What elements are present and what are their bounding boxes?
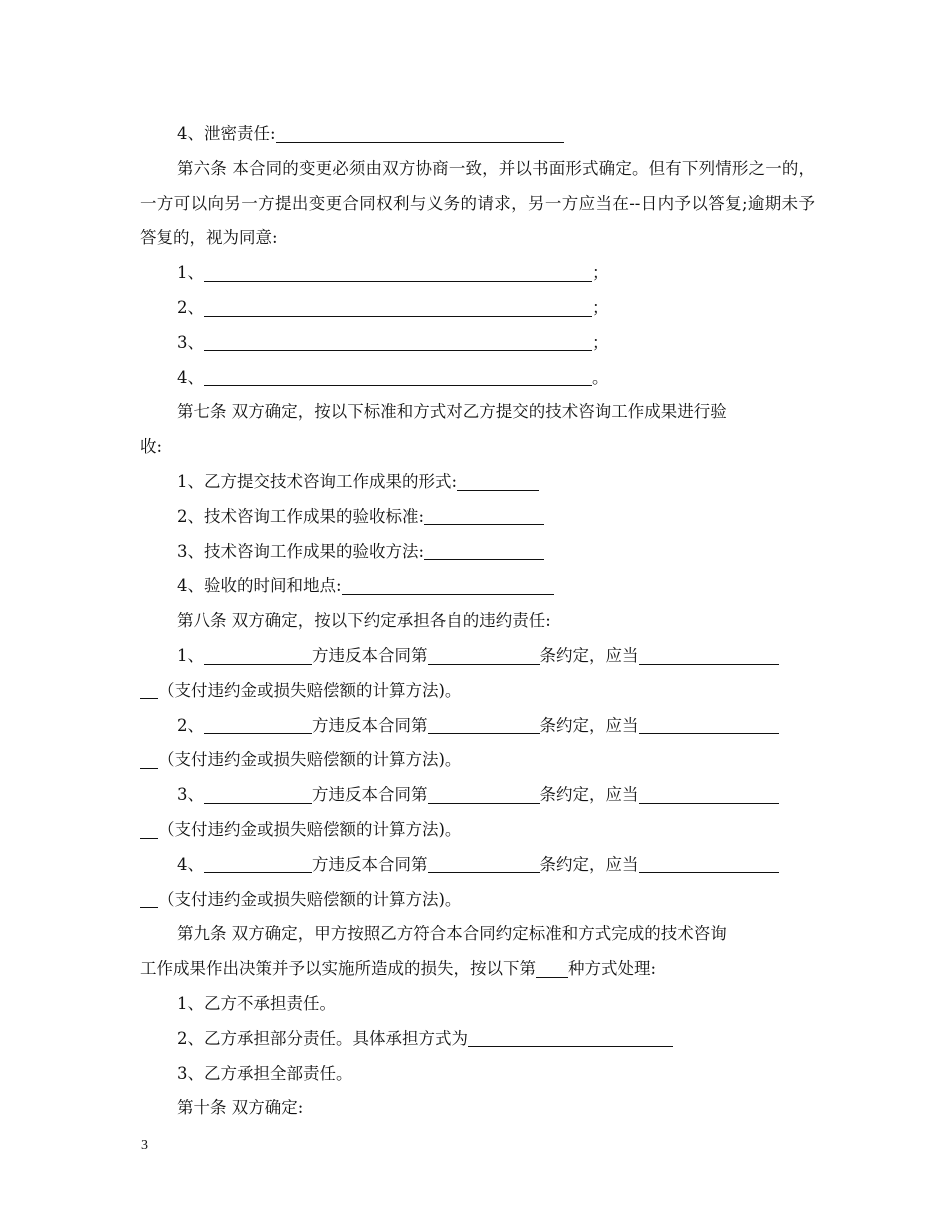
article-7-heading-cont: 收: <box>140 437 163 457</box>
article-7-item-3: 3、技术咨询工作成果的验收方法: <box>140 535 815 570</box>
blank-line <box>536 959 568 977</box>
blank-line <box>140 820 158 838</box>
blank-line <box>204 264 592 282</box>
article-8-item-2: 2、 方违反本合同第 条约定，应当 <box>140 709 815 744</box>
blank-line <box>468 1029 673 1047</box>
article-7-item-2: 2、技术咨询工作成果的验收标准: <box>140 500 815 535</box>
article-6-text: 第六条 本合同的变更必须由双方协商一致，并以书面形式确定。但有下列情形之一的，一方可以向另一方提出变更合同权利与义务的请求，另一方应当在--日内予以答复;逾期未予答复的，视为同意: <box>140 158 815 248</box>
article-8-item-1: 1、 方违反本合同第 条约定，应当 <box>140 639 815 674</box>
leak-liability-line: 4、泄密责任: <box>140 117 815 152</box>
blank-line <box>140 890 158 908</box>
blank-line <box>639 785 779 803</box>
blank-line <box>428 646 540 664</box>
article-9-item-1: 1、乙方不承担责任。 <box>177 993 336 1013</box>
page-number: 3 <box>141 1138 148 1153</box>
blank-line <box>342 577 554 595</box>
article-10-heading: 第十条 双方确定: <box>177 1098 304 1118</box>
blank-line <box>639 646 779 664</box>
blank-line <box>428 855 540 873</box>
article-7-item-1: 1、乙方提交技术咨询工作成果的形式: <box>140 465 815 500</box>
blank-line <box>204 855 312 873</box>
blank-line <box>457 472 539 490</box>
blank-line <box>204 368 592 386</box>
article-8-item-4: 4、 方违反本合同第 条约定，应当 <box>140 848 815 883</box>
blank-line <box>276 124 564 142</box>
blank-line <box>428 785 540 803</box>
article-7-heading: 第七条 双方确定，按以下标准和方式对乙方提交的技术咨询工作成果进行验 <box>177 402 727 422</box>
article-9-item-3: 3、乙方承担全部责任。 <box>177 1063 353 1083</box>
blank-line <box>204 646 312 664</box>
article-9-heading: 第九条 双方确定，甲方按照乙方符合本合同约定标准和方式完成的技术咨询 <box>177 924 727 944</box>
blank-line <box>639 716 779 734</box>
article-6-item-2: 2、 ； <box>177 297 609 317</box>
article-8-item-2-cont: （支付违约金或损失赔偿额的计算方法)。 <box>140 743 815 778</box>
article-9-heading-cont: 工作成果作出决策并予以实施所造成的损失，按以下第 种方式处理: <box>140 959 657 979</box>
blank-line <box>204 333 592 351</box>
article-6-item-4: 4、 。 <box>177 367 609 387</box>
article-8-item-1-cont: （支付违约金或损失赔偿额的计算方法)。 <box>140 674 815 709</box>
blank-line <box>424 507 544 525</box>
article-9-item-2: 2、乙方承担部分责任。具体承担方式为 <box>140 1022 815 1057</box>
blank-line <box>639 855 779 873</box>
article-6-item-1: 1、 ； <box>177 263 609 283</box>
blank-line <box>204 785 312 803</box>
blank-line <box>428 716 540 734</box>
blank-line <box>424 542 544 560</box>
article-8-item-3-cont: （支付违约金或损失赔偿额的计算方法)。 <box>140 813 815 848</box>
document-body <box>140 117 815 1126</box>
blank-line <box>140 751 158 769</box>
blank-line <box>140 681 158 699</box>
article-7-item-4: 4、验收的时间和地点: <box>140 569 815 604</box>
blank-line <box>204 298 592 316</box>
article-8-item-3: 3、 方违反本合同第 条约定，应当 <box>140 778 815 813</box>
article-8-item-4-cont: （支付违约金或损失赔偿额的计算方法)。 <box>140 883 815 918</box>
article-8-heading: 第八条 双方确定，按以下约定承担各自的违约责任: <box>177 611 551 631</box>
blank-line <box>204 716 312 734</box>
article-6-item-3: 3、 ； <box>177 332 609 352</box>
